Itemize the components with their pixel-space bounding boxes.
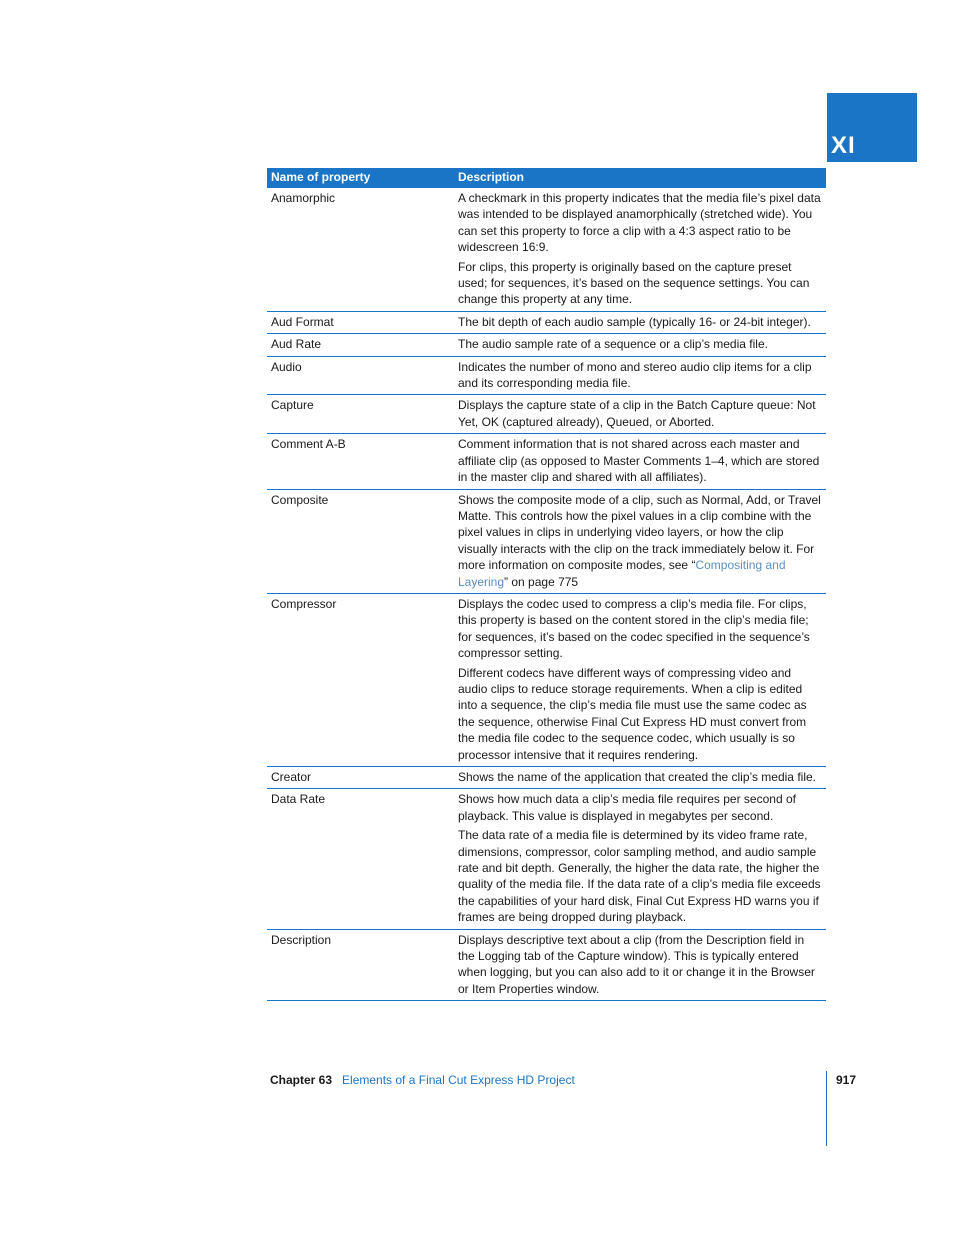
composite-text: Shows the composite mode of a clip, such as Normal, Add, or Travel Matte. This controls how the pixel values in a clip combine with the pixel values in clips in underlying video layers, or how the clip visually interacts with the clip on the track immediately below it. For more information on composite modes, see “ (458, 492, 821, 573)
description-paragraph (458, 492, 822, 590)
description-paragraph: Displays descriptive text about a clip (from the Description field in the Logging tab of the Capture window). This is typically entered when logging, but you can also add to it or change it in the Browser or Item Properties window. (458, 932, 815, 996)
table-row (267, 188, 826, 311)
composite-page-ref: ” on page 775 (504, 574, 579, 589)
property-name: Compressor (267, 593, 454, 766)
property-name: Composite (267, 489, 454, 593)
table-row (267, 311, 826, 333)
footer-divider (826, 1071, 827, 1146)
table-header-row (267, 168, 826, 188)
page-number: 917 (836, 1073, 857, 1087)
table-row (267, 593, 826, 766)
property-name: Comment A-B (267, 434, 454, 489)
properties-table (267, 168, 826, 1001)
part-tab-label: XI (831, 132, 856, 159)
description-paragraph: Comment information that is not shared across each master and affiliate clip (as opposed to Master Comments 1–4, which are stored in the master clip and shared with all affiliates). (458, 437, 820, 485)
description-paragraph: Displays the codec used to compress a clip’s media file. For clips, this property is based on the content stored in the clip’s media file; for sequences, it’s based on the codec specified in the sequence’s compressor setting. (458, 596, 810, 661)
description-paragraph: The bit depth of each audio sample (typically 16- or 24-bit integer). (458, 314, 811, 329)
table-row (267, 395, 826, 434)
property-name: Aud Format (267, 311, 454, 333)
property-name: Description (267, 929, 454, 1001)
property-name: Anamorphic (267, 188, 454, 311)
table-row (267, 489, 826, 593)
property-description (454, 929, 826, 1001)
table-row (267, 334, 826, 356)
property-name: Audio (267, 356, 454, 395)
table-row (267, 434, 826, 489)
header-name-of-property: Name of property (267, 168, 454, 188)
header-description: Description (454, 168, 826, 188)
property-description (454, 311, 826, 333)
property-description (454, 188, 826, 311)
property-name: Data Rate (267, 789, 454, 929)
table-row (267, 789, 826, 929)
table-row (267, 356, 826, 395)
property-description (454, 489, 826, 593)
table-row (267, 767, 826, 789)
description-paragraph: The data rate of a media file is determined by its video frame rate, dimensions, compressor, color sampling method, and audio sample rate and bit depth. Generally, the higher the data rate, the higher the quality of the media file. If the data rate of a clip’s media file exceeds the capabilities of your hard disk, Final Cut Express HD warns you if frames are being dropped during playback. (458, 828, 821, 925)
chapter-title: Elements of a Final Cut Express HD Project (342, 1073, 575, 1087)
part-tab (827, 93, 917, 162)
description-paragraph: Indicates the number of mono and stereo audio clip items for a clip and its corresponding media file. (458, 359, 812, 391)
description-paragraph: The audio sample rate of a sequence or a clip’s media file. (458, 337, 768, 352)
cross-reference-link[interactable]: Compositing and Layering (458, 558, 786, 589)
description-paragraph: Shows the name of the application that created the clip’s media file. (458, 770, 816, 784)
property-description (454, 334, 826, 356)
property-name: Aud Rate (267, 334, 454, 356)
property-description (454, 789, 826, 929)
property-description (454, 434, 826, 489)
description-paragraph: A checkmark in this property indicates that the media file’s pixel data was intended to be displayed anamorphically (stretched wide). You can set this property to force a clip with a 4:3 aspect ratio to be widescreen 16:9. (458, 191, 821, 255)
property-name: Capture (267, 395, 454, 434)
description-paragraph: For clips, this property is originally based on the capture preset used; for sequences, it’s based on the sequence settings. You can change this property at any time. (458, 259, 810, 307)
property-description (454, 593, 826, 766)
chapter-label: Chapter 63 (270, 1073, 333, 1087)
page-footer (270, 1073, 575, 1087)
table-row (267, 929, 826, 1001)
property-description (454, 395, 826, 434)
description-paragraph: Shows how much data a clip’s media file requires per second of playback. This value is displayed in megabytes per second. (458, 792, 796, 823)
property-description (454, 767, 826, 789)
property-description (454, 356, 826, 395)
description-paragraph: Different codecs have different ways of compressing video and audio clips to reduce storage requirements. When a clip is edited into a sequence, the clip’s media file must use the same codec as the sequence, otherwise Final Cut Express HD must convert from the media file codec to the sequence codec, which usually is so processor intensive that it requires rendering. (458, 665, 807, 762)
property-name: Creator (267, 767, 454, 789)
description-paragraph: Displays the capture state of a clip in the Batch Capture queue: Not Yet, OK (captured already), Queued, or Aborted. (458, 398, 816, 429)
